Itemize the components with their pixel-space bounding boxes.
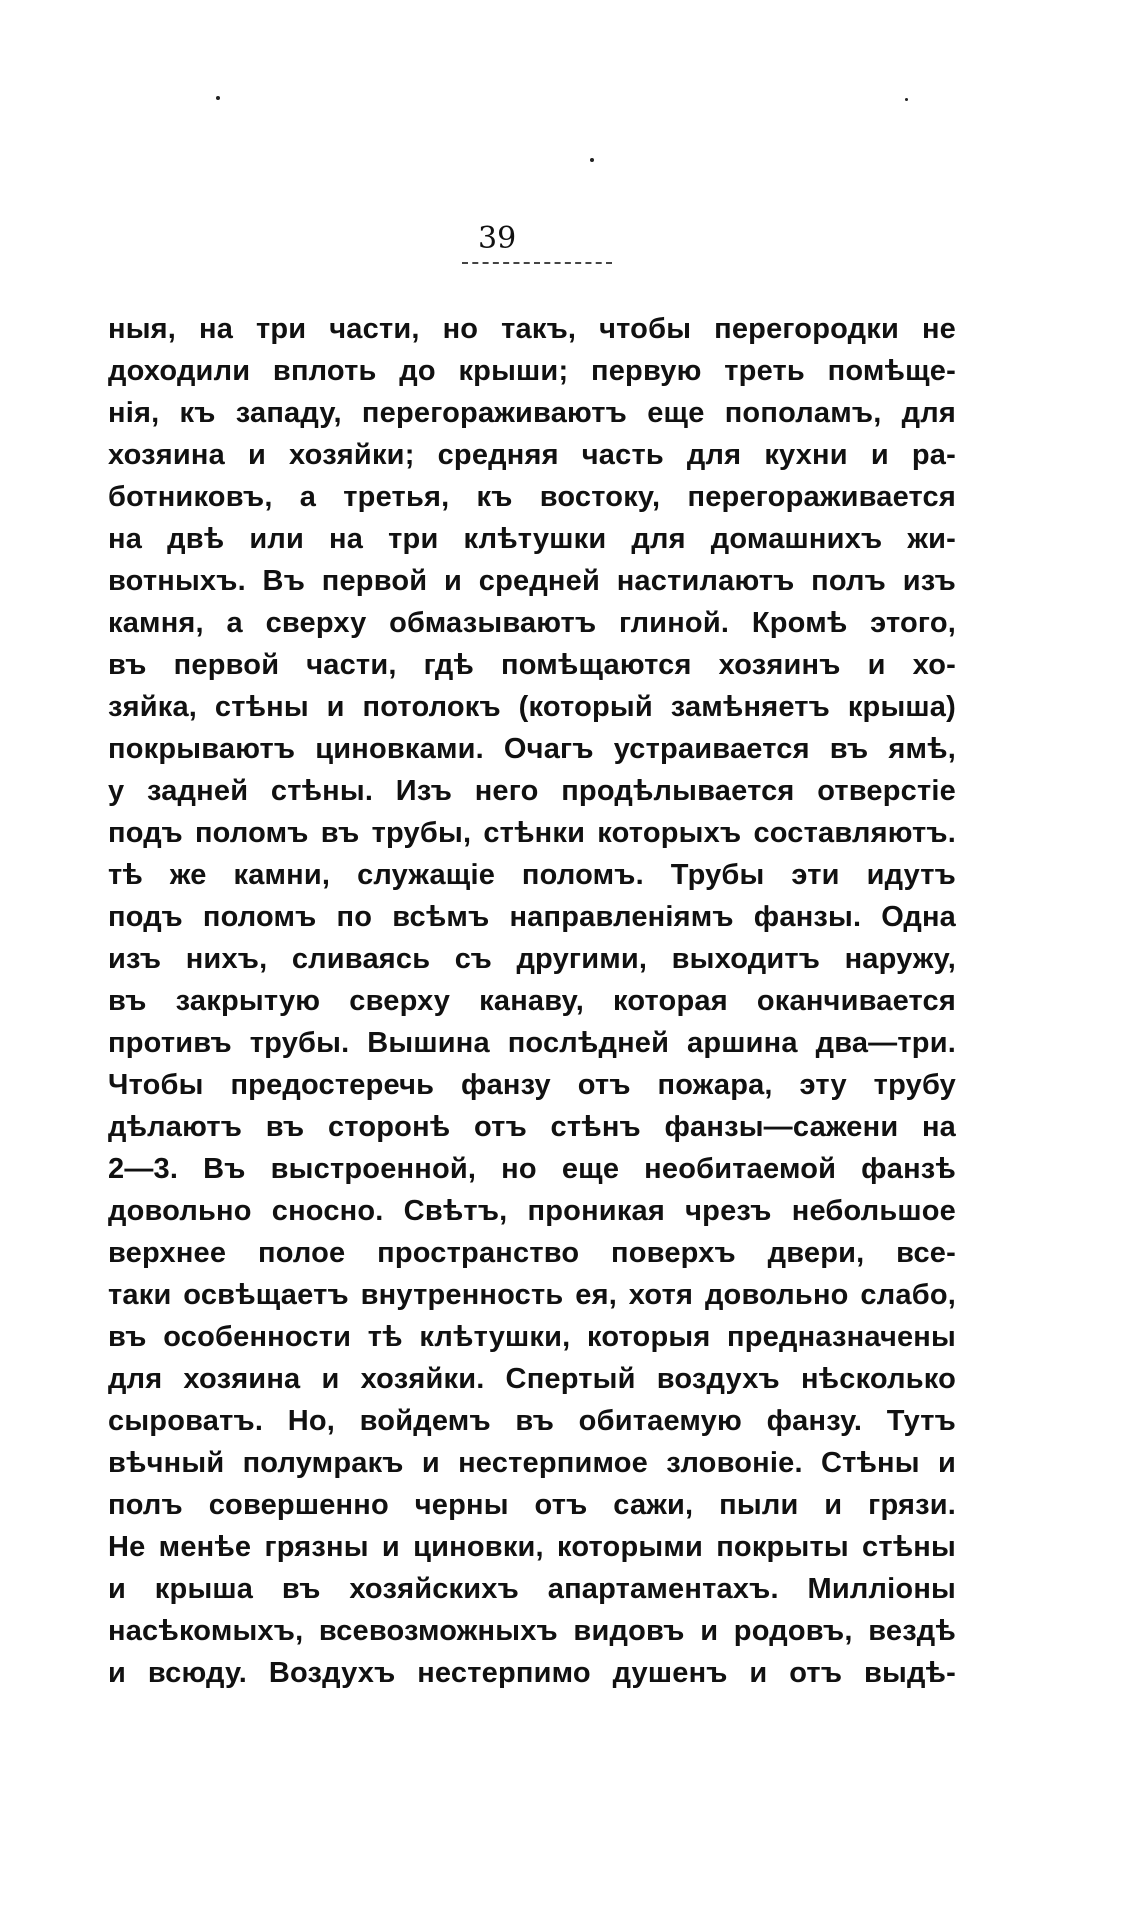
text-line: покрываютъ циновками. Очагъ устраивается въ ямѣ, bbox=[108, 733, 956, 765]
text-line: верхнее полое пространство поверхъ двери, все- bbox=[108, 1237, 956, 1269]
text-line: на двѣ или на три клѣтушки для домашнихъ жи- bbox=[108, 523, 956, 555]
print-speck bbox=[905, 98, 908, 101]
text-line: нія, къ западу, перегораживаютъ еще пополамъ, для bbox=[108, 397, 956, 429]
text-line: изъ нихъ, сливаясь съ другими, выходитъ наружу, bbox=[108, 943, 956, 975]
text-line: и всюду. Воздухъ нестерпимо душенъ и отъ выдѣ- bbox=[108, 1657, 956, 1689]
text-line: въ закрытую сверху канаву, которая оканчивается bbox=[108, 985, 956, 1017]
text-line: въ первой части, гдѣ помѣщаются хозяинъ и хо- bbox=[108, 649, 956, 681]
text-line: противъ трубы. Вышина послѣдней аршина два—три. bbox=[108, 1027, 956, 1059]
text-line: насѣкомыхъ, всевозможныхъ видовъ и родовъ, вездѣ bbox=[108, 1615, 956, 1647]
text-line: въ особенности тѣ клѣтушки, которыя предназначены bbox=[108, 1321, 956, 1353]
text-line: вѣчный полумракъ и нестерпимое зловоніе. Стѣны и bbox=[108, 1447, 956, 1479]
text-line: вотныхъ. Въ первой и средней настилаютъ полъ изъ bbox=[108, 565, 956, 597]
text-line: Чтобы предостеречь фанзу отъ пожара, эту трубу bbox=[108, 1069, 956, 1101]
text-line: подъ поломъ въ трубы, стѣнки которыхъ составляютъ. bbox=[108, 817, 956, 849]
text-line: полъ совершенно черны отъ сажи, пыли и грязи. bbox=[108, 1489, 956, 1521]
text-line: Не менѣе грязны и циновки, которыми покрыты стѣны bbox=[108, 1531, 956, 1563]
text-line: хозяина и хозяйки; средняя часть для кухни и ра- bbox=[108, 439, 956, 471]
print-speck bbox=[216, 96, 220, 100]
text-line: зяйка, стѣны и потолокъ (который замѣняетъ крыша) bbox=[108, 691, 956, 723]
text-line: ботниковъ, а третья, къ востоку, перегораживается bbox=[108, 481, 956, 513]
text-line: 2—3. Въ выстроенной, но еще необитаемой фанзѣ bbox=[108, 1153, 956, 1185]
print-speck bbox=[590, 158, 594, 162]
text-line: камня, а сверху обмазываютъ глиной. Кромѣ этого, bbox=[108, 607, 956, 639]
text-line: у задней стѣны. Изъ него продѣлывается отверстіе bbox=[108, 775, 956, 807]
text-line: тѣ же камни, служащіе поломъ. Трубы эти идутъ bbox=[108, 859, 956, 891]
text-line: доходили вплоть до крыши; первую треть помѣще- bbox=[108, 355, 956, 387]
page-number: 39 bbox=[478, 221, 517, 256]
text-line: таки освѣщаетъ внутренность ея, хотя довольно слабо, bbox=[108, 1279, 956, 1311]
text-line: подъ поломъ по всѣмъ направленіямъ фанзы. Одна bbox=[108, 901, 956, 933]
body-text bbox=[108, 308, 956, 1694]
text-line: довольно сносно. Свѣтъ, проникая чрезъ небольшое bbox=[108, 1195, 956, 1227]
text-line: для хозяина и хозяйки. Спертый воздухъ нѣсколько bbox=[108, 1363, 956, 1395]
text-line: и крыша въ хозяйскихъ апартаментахъ. Милліоны bbox=[108, 1573, 956, 1605]
page-number-rule bbox=[462, 262, 612, 264]
text-line: сыроватъ. Но, войдемъ въ обитаемую фанзу. Тутъ bbox=[108, 1405, 956, 1437]
text-line: дѣлаютъ въ сторонѣ отъ стѣнъ фанзы—сажени на bbox=[108, 1111, 956, 1143]
text-line: ныя, на три части, но такъ, чтобы перегородки не bbox=[108, 313, 956, 345]
